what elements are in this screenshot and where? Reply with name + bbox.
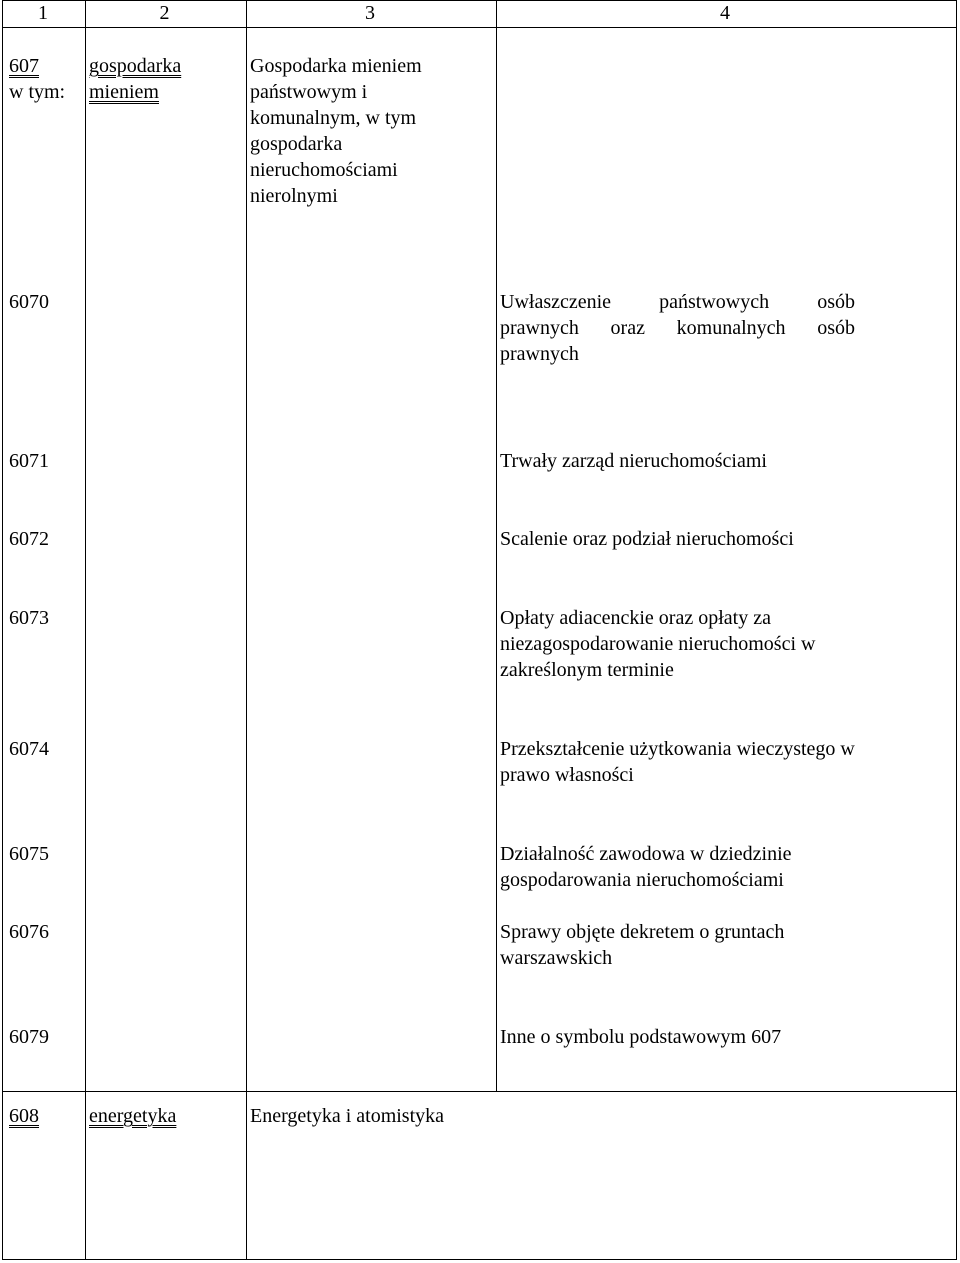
section-607-title bbox=[250, 53, 422, 209]
section-608-divider bbox=[3, 1091, 956, 1092]
subitem-description bbox=[500, 1024, 781, 1050]
subitem-code: 6073 bbox=[9, 607, 49, 629]
description-line: niezagospodarowanie nieruchomości w bbox=[500, 633, 816, 655]
subitem-description bbox=[500, 736, 855, 788]
subitem-code: 6074 bbox=[9, 738, 49, 760]
header-col-2: 2 bbox=[159, 2, 170, 24]
section-608-title: Energetyka i atomistyka bbox=[250, 1105, 445, 1127]
header-col-3: 3 bbox=[365, 2, 375, 24]
column-divider-1 bbox=[85, 1, 86, 1259]
description-line: Trwały zarząd nieruchomościami bbox=[500, 450, 767, 472]
subitem-code: 6072 bbox=[9, 528, 49, 550]
section-608-code: 608 bbox=[9, 1105, 39, 1127]
section-608-keyword: energetyka bbox=[89, 1105, 177, 1127]
description-line: prawo własności bbox=[500, 764, 634, 786]
title-line: komunalnym, w tym bbox=[250, 107, 417, 129]
section-607-keyword: gospodarka mieniem bbox=[89, 55, 182, 103]
title-line: nieruchomościami bbox=[250, 159, 398, 181]
title-line: nierolnymi bbox=[250, 185, 338, 207]
subitem-code: 6071 bbox=[9, 450, 49, 472]
subitem-description bbox=[500, 448, 767, 474]
column-divider-2 bbox=[246, 1, 247, 1259]
description-line: Inne o symbolu podstawowym 607 bbox=[500, 1026, 782, 1048]
description-line: warszawskich bbox=[500, 947, 613, 969]
subitem-description bbox=[500, 841, 792, 893]
subitem-code: 6070 bbox=[9, 291, 49, 313]
header-col-1: 1 bbox=[38, 2, 48, 24]
subitem-code: 6075 bbox=[9, 843, 49, 865]
description-line: prawnych bbox=[500, 343, 579, 365]
section-607-code: 607 bbox=[9, 55, 39, 77]
section-607-note: w tym: bbox=[9, 81, 66, 103]
subitem-description bbox=[500, 526, 794, 552]
title-line: Gospodarka mieniem bbox=[250, 55, 422, 77]
description-line: Sprawy objęte dekretem o gruntach bbox=[500, 921, 785, 943]
subitem-description bbox=[500, 605, 815, 683]
description-line: Scalenie oraz podział nieruchomości bbox=[500, 528, 794, 550]
description-line: Przekształcenie użytkowania wieczystego w bbox=[500, 738, 855, 760]
subitem-code: 6079 bbox=[9, 1026, 49, 1048]
title-line: gospodarka bbox=[250, 133, 343, 155]
subitem-description bbox=[500, 919, 784, 971]
description-line: Uwłaszczenie państwowych osób bbox=[500, 291, 855, 313]
subitem-description bbox=[500, 289, 855, 367]
description-line: zakreślonym terminie bbox=[500, 659, 674, 681]
description-line: Działalność zawodowa w dziedzinie bbox=[500, 843, 792, 865]
column-divider-3 bbox=[496, 1, 497, 1091]
subitem-code: 6076 bbox=[9, 921, 49, 943]
description-line: gospodarowania nieruchomościami bbox=[500, 869, 784, 891]
header-col-4: 4 bbox=[720, 2, 730, 24]
description-line: Opłaty adiacenckie oraz opłaty za bbox=[500, 607, 771, 629]
header-row-divider bbox=[3, 27, 956, 28]
description-line: prawnych oraz komunalnych osób bbox=[500, 317, 855, 339]
title-line: państwowym i bbox=[250, 81, 368, 103]
